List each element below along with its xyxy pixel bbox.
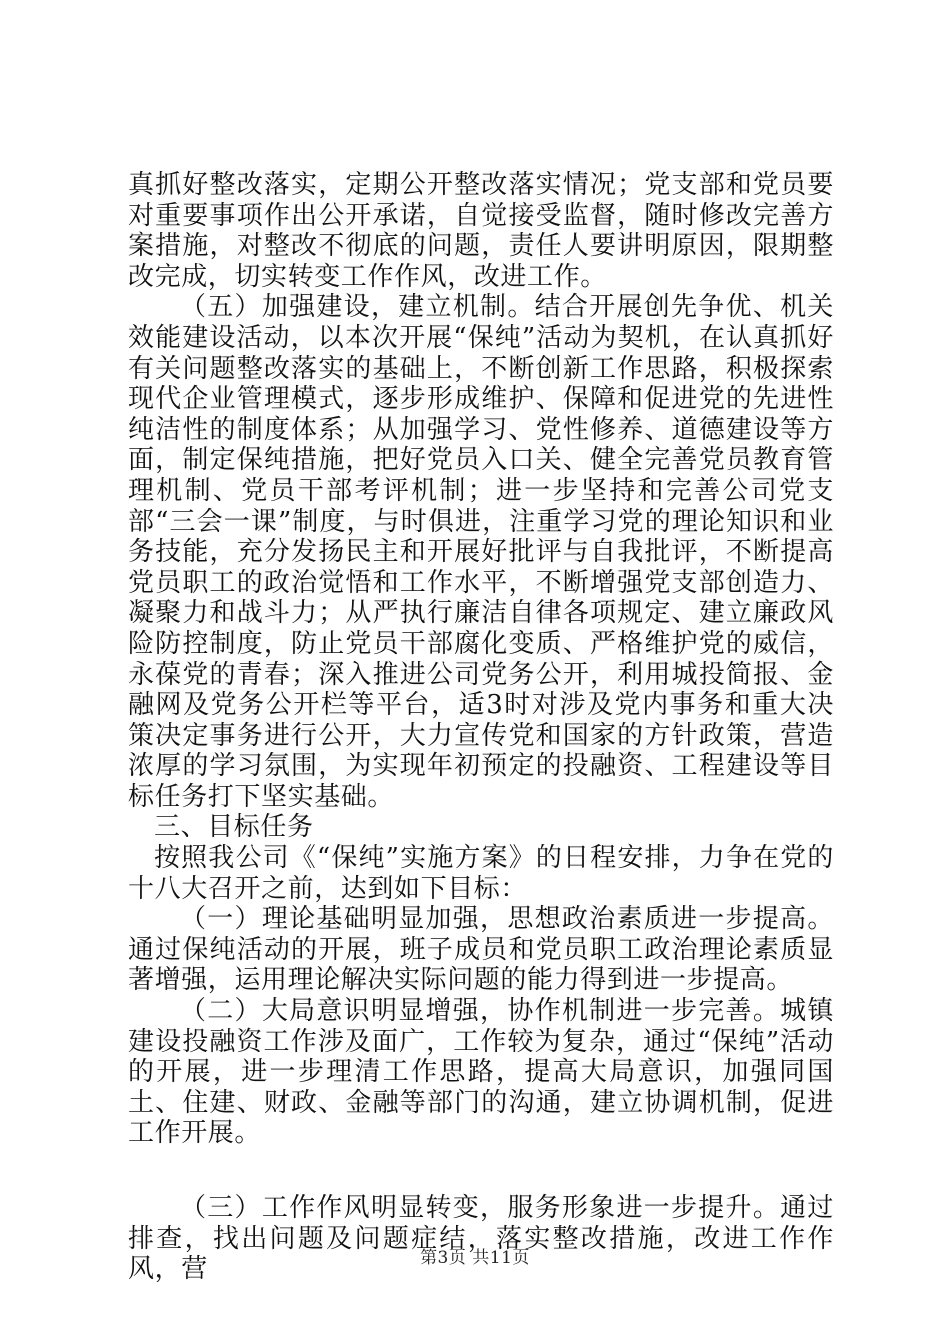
paragraph-continuation: 真抓好整改落实，定期公开整改落实情况；党支部和党员要对重要事项作出公开承诺，自觉接受监督，随时修改完善方案措施，对整改不彻底的问题，责任人要讲明原因，限期整改完成，切实转变工作作风，改进工作。 [128, 170, 834, 292]
page-footer: 第3页 共11页 [420, 1248, 530, 1268]
paragraph-goals-intro: 按照我公司《“保纯”实施方案》的日程安排，力争在党的十八大召开之前，达到如下目标： [128, 843, 834, 904]
document-body [128, 170, 834, 1285]
heading-goals: 三、目标任务 [154, 812, 314, 843]
paragraph-section-5: （五）加强建设，建立机制。结合开展创先争优、机关效能建设活动，以本次开展“保纯”活动为契机，在认真抓好有关问题整改落实的基础上，不断创新工作思路，积极探索现代企业管理模式，逐步形成维护、保障和促进党的先进性纯洁性的制度体系；从加强学习、党性修养、道德建设等方面，制定保纯措施，把好党员入口关、健全完善党员教育管理机制、党员干部考评机制；进一步坚持和完善公司党支部“三会一课”制度，与时俱进，注重学习党的理论知识和业务技能，充分发扬民主和开展好批评与自我批评，不断提高党员职工的政治觉悟和工作水平，不断增强党支部创造力、凝聚力和战斗力；从严执行廉洁自律各项规定、建立廉政风险防控制度，防止党员干部腐化变质、严格维护党的威信，永葆党的青春；深入推进公司党务公开，利用城投简报、金融网及党务公开栏等平台，适3时对涉及党内事务和重大决策决定事务进行公开，大力宣传党和国家的方针政策，营造浓厚的学习氛围，为实现年初预定的投融资、工程建设等目标任务打下坚实基础。 [128, 292, 834, 812]
paragraph-goal-2: （二）大局意识明显增强，协作机制进一步完善。城镇建设投融资工作涉及面广，工作较为复杂，通过“保纯”活动的开展，进一步理清工作思路，提高大局意识，加强同国土、住建、财政、金融等部门的沟通，建立协调机制，促进工作开展。 [128, 996, 834, 1149]
paragraph-gap [128, 1149, 834, 1193]
paragraph-goal-3: （三）工作作风明显转变，服务形象进一步提升。通过排查，找出问题及问题症结，落实整改措施，改进工作作风，营 [128, 1193, 834, 1285]
paragraph-goal-1: （一）理论基础明显加强，思想政治素质进一步提高。通过保纯活动的开展，班子成员和党员职工政治理论素质显著增强，运用理论解决实际问题的能力得到进一步提高。 [128, 904, 834, 996]
